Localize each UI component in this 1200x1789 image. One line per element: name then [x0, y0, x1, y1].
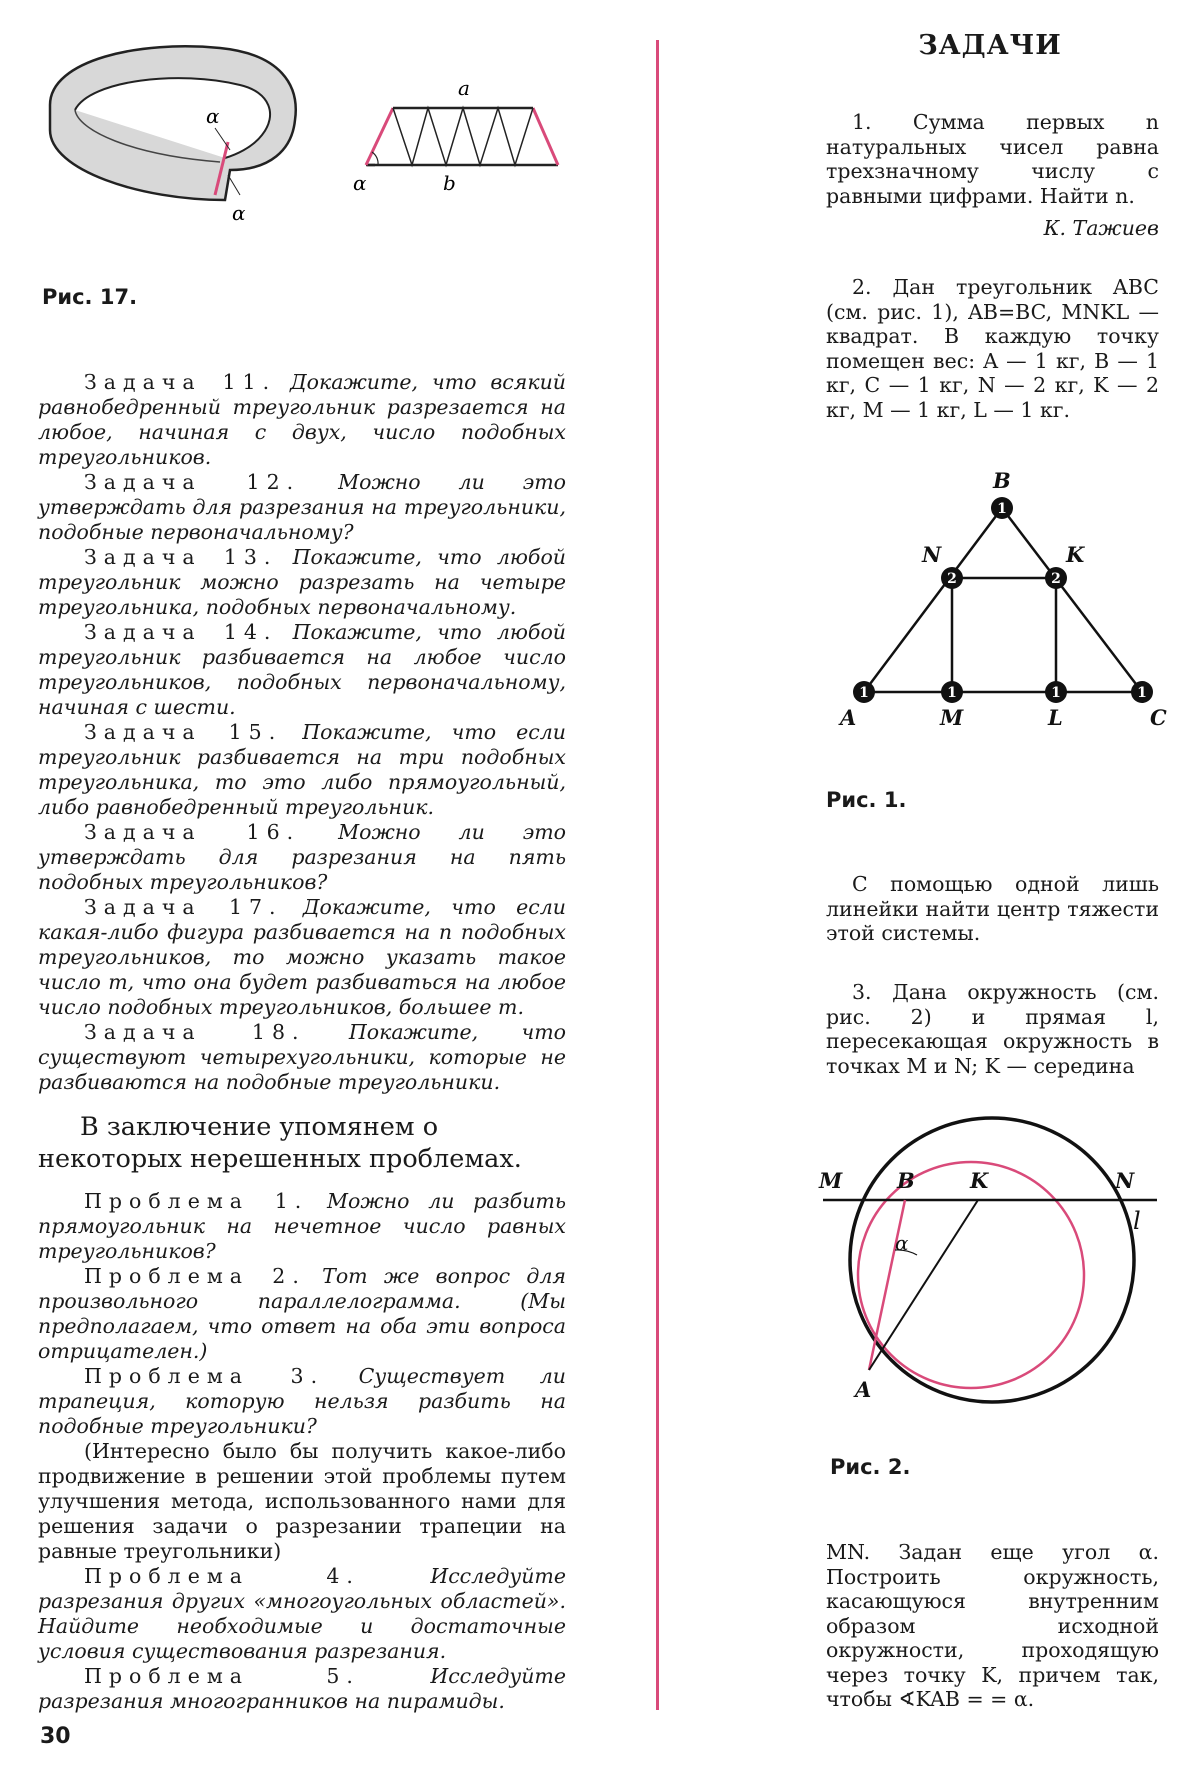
- label-c: C: [1150, 705, 1167, 730]
- label-m: M: [819, 1168, 843, 1193]
- weight-m: 1: [947, 685, 957, 701]
- figure-1-nodes: [853, 497, 1153, 703]
- column-divider: [656, 40, 659, 1710]
- label-b: B: [897, 1168, 915, 1193]
- problem-note: (Интересно было бы получить какое-либо продвижение в решении этой проблемы путем улучшения метода, использованного нами для решения задачи о разрезании трапеции на равные треугольники): [38, 1439, 566, 1563]
- trapezoid-label-a: a: [458, 76, 470, 100]
- task-3-block: [826, 980, 1159, 1078]
- figure-1-caption: Рис. 1.: [826, 788, 907, 812]
- mobius-alpha-top: α: [206, 104, 220, 128]
- trapezoid: [366, 108, 558, 165]
- inner-circle: [858, 1162, 1084, 1388]
- task-16: Задача 16. Можно ли это утверждать для разрезания на пять подобных треугольников?: [38, 820, 567, 894]
- weight-b: 1: [997, 501, 1007, 517]
- problem-4: Проблема 4. Исследуйте разрезания других «многоугольных областей». Найдите необходимые и достаточные условия существования разрезания.: [38, 1564, 566, 1663]
- weight-c: 1: [1137, 685, 1147, 701]
- label-k: K: [970, 1168, 989, 1193]
- label-alpha: α: [895, 1231, 909, 1255]
- figure-17: [30, 30, 600, 230]
- task-2-question: С помощью одной лишь линейки найти центр тяжести этой системы.: [826, 872, 1159, 945]
- weight-k: 2: [1051, 571, 1061, 587]
- task-12: Задача 12. Можно ли это утверждать для разрезания на треугольники, подобные первоначальному?: [38, 470, 567, 544]
- section-heading: ЗАДАЧИ: [918, 30, 1062, 61]
- label-a: A: [855, 1377, 872, 1402]
- weight-l: 1: [1051, 685, 1061, 701]
- segment-ab: [869, 1200, 905, 1370]
- task-2-continuation: [826, 872, 1159, 946]
- mobius-band: [50, 46, 296, 200]
- task-3: 3. Дана окружность (см. рис. 2) и прямая l, пересекающая окружность в точках M и N; K — середина: [826, 980, 1159, 1078]
- left-column: [38, 370, 566, 1714]
- task-15: Задача 15. Покажите, что если треугольник разбивается на три подобных треугольника, то это либо прямоугольный, либо равнобедренный треугольник.: [38, 720, 566, 819]
- problem-1: Проблема 1. Можно ли разбить прямоугольник на нечетное число равных треугольников?: [38, 1189, 566, 1263]
- problem-2: Проблема 2. Тот же вопрос для произвольного параллелограмма. (Мы предполагаем, что ответ на оба эти вопроса отрицателен.): [38, 1264, 566, 1363]
- task-13: Задача 13. Покажите, что любой треугольник можно разрезать на четыре треугольника, подобных первоначальному.: [38, 545, 566, 619]
- task-1-block: [826, 110, 1159, 241]
- figure-2: [815, 1105, 1175, 1425]
- task-2-block: [826, 275, 1159, 422]
- task-3-question: MN. Задан еще угол α. Построить окружность, касающуюся внутренним образом исходной окружности, проходящую через точку K, причем так, чтобы ∢KAB = = α.: [826, 1540, 1159, 1711]
- weight-n: 2: [947, 571, 957, 587]
- problem-list: [38, 1189, 566, 1714]
- segment-ak: [869, 1200, 978, 1370]
- task-list: [38, 370, 566, 1095]
- trapezoid-label-b: b: [443, 171, 456, 195]
- closing-paragraph: В заключение упомянем о некоторых нерешенных проблемах.: [38, 1112, 522, 1174]
- label-n: N: [922, 542, 942, 567]
- page-number: 30: [40, 1724, 71, 1749]
- task-1-author: К. Тажиев: [1043, 216, 1159, 240]
- task-14: Задача 14. Покажите, что любой треугольник разбивается на любое число треугольников, подобных первоначальному, начиная с шести.: [38, 620, 566, 719]
- task-11: Задача 11. Докажите, что всякий равнобедренный треугольник разрезается на любое, начиная с двух, число подобных треугольников.: [38, 370, 566, 469]
- label-l: l: [1133, 1207, 1141, 1235]
- task-17: Задача 17. Докажите, что если какая-либо фигура разбивается на n подобных треугольников, то можно указать такое число m, что она будет разбиваться на любое число подобных треугольников, большее m.: [38, 895, 566, 1019]
- task-3-continuation: [826, 1540, 1159, 1712]
- label-l: L: [1048, 705, 1063, 730]
- label-m: M: [940, 705, 964, 730]
- mobius-alpha-bottom: α: [232, 201, 246, 225]
- figure-1: [820, 460, 1180, 740]
- label-a: A: [840, 705, 857, 730]
- task-1: 1. Сумма первых n натуральных чисел равна трехзначному числу с равными цифрами. Найти n.: [826, 110, 1159, 208]
- figure-17-caption: Рис. 17.: [42, 285, 138, 309]
- trapezoid-label-alpha: α: [353, 171, 367, 195]
- figure-2-caption: Рис. 2.: [830, 1455, 911, 1479]
- task-18: Задача 18. Покажите, что существуют четырехугольники, которые не разбиваются на подобные треугольники.: [38, 1020, 567, 1094]
- problem-5: Проблема 5. Исследуйте разрезания многогранников на пирамиды.: [38, 1664, 566, 1713]
- label-b: B: [993, 468, 1011, 493]
- weight-a: 1: [859, 685, 869, 701]
- problem-3: Проблема 3. Существует ли трапеция, которую нельзя разбить на подобные треугольники?: [38, 1364, 566, 1438]
- label-k: K: [1066, 542, 1085, 567]
- figure-1-lines: [864, 508, 1180, 692]
- task-2: 2. Дан треугольник ABC (см. рис. 1), AB=BC, MNKL — квадрат. В каждую точку помещен вес: A — 1 кг, B — 1 кг, C — 1 кг, N — 2 кг, K — 2 кг, M — 1 кг, L — 1 кг.: [826, 275, 1159, 422]
- label-n: N: [1115, 1168, 1135, 1193]
